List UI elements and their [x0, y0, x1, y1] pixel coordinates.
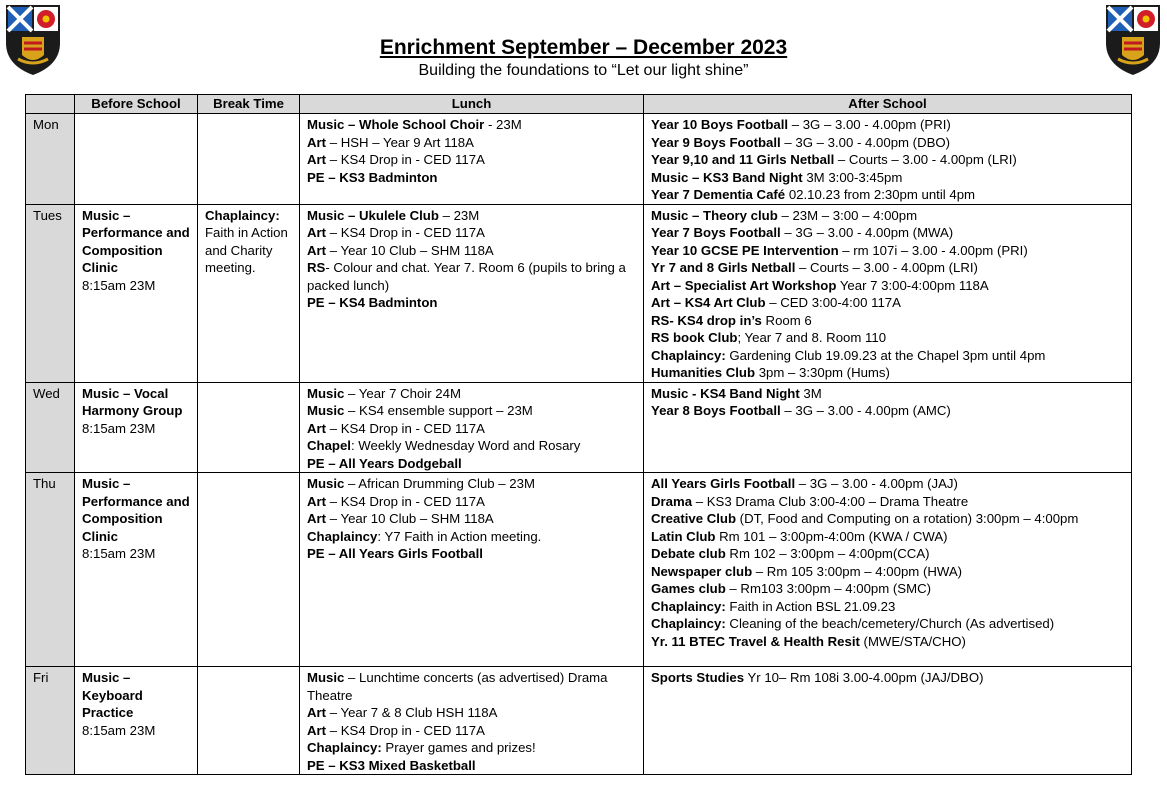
- activity-details: – Lunchtime concerts (as advertised) Drama Theatre: [307, 670, 608, 703]
- activity-entry: [651, 169, 1125, 187]
- activity-entry: [307, 475, 637, 493]
- activity-details: 3pm – 3:30pm (Hums): [755, 365, 890, 380]
- title-block: [0, 35, 1167, 81]
- activity-name: Chaplaincy: [307, 528, 378, 544]
- activity-name: Year 9,10 and 11 Girls Netball: [651, 152, 835, 167]
- activity-name: Creative Club: [651, 511, 737, 526]
- activity-entry: [307, 385, 637, 403]
- break-time-cell: [198, 473, 300, 667]
- activity-name: Drama: [651, 493, 693, 509]
- activity-entry: [82, 385, 191, 420]
- activity-details: – Year 7 Choir 24M: [344, 385, 461, 401]
- activity-details: Gardening Club 19.09.23 at the Chapel 3pm until 4pm: [725, 347, 1046, 363]
- activity-entry: [307, 493, 637, 511]
- activity-entry: [651, 510, 1125, 528]
- activity-name: Art: [307, 722, 327, 738]
- before-school-cell: [75, 667, 198, 775]
- activity-details: 3M: [799, 385, 822, 401]
- enrichment-timetable: [25, 94, 1132, 775]
- activity-name: PE – KS4 Badminton: [307, 295, 438, 310]
- activity-name: PE – All Years Girls Football: [307, 546, 483, 561]
- activity-name: Art: [307, 511, 327, 526]
- activity-details: – Rm103 3:00pm – 4:00pm (SMC): [725, 581, 931, 596]
- activity-name: Chaplaincy:: [651, 598, 726, 614]
- activity-name: Music – Theory club: [651, 207, 778, 223]
- after-school-cell: [644, 204, 1132, 382]
- activity-name: Art: [307, 420, 327, 436]
- activity-entry: [307, 207, 637, 225]
- activity-details: – KS4 Drop in - CED 117A: [326, 152, 485, 167]
- column-header-lunch: Lunch: [300, 95, 644, 114]
- activity-details: Rm 101 – 3:00pm-4:00m (KWA / CWA): [715, 528, 948, 544]
- activity-details: – Year 7 & 8 Club HSH 118A: [326, 705, 498, 720]
- activity-details: – Rm 105 3:00pm – 4:00pm (HWA): [752, 563, 963, 579]
- activity-details: – 23M – 3:00 – 4:00pm: [777, 207, 918, 223]
- activity-details: – KS4 Drop in - CED 117A: [326, 420, 485, 436]
- activity-name: RS- KS4 drop in’s: [651, 312, 762, 328]
- activity-name: Music – Vocal Harmony Group: [82, 385, 183, 418]
- activity-details: 02.10.23 from 2:30pm until 4pm: [785, 187, 976, 202]
- activity-name: PE – All Years Dodgeball: [307, 455, 462, 471]
- activity-entry: [651, 224, 1125, 242]
- activity-name: Debate club: [651, 546, 726, 561]
- activity-name: Art: [307, 705, 327, 720]
- table-row: [26, 114, 1132, 205]
- activity-entry: [82, 722, 191, 740]
- activity-details: – 23M: [438, 207, 480, 223]
- activity-entry: [82, 545, 191, 563]
- activity-entry: [651, 116, 1125, 134]
- activity-entry: [651, 580, 1125, 598]
- activity-details: – 3G – 3.00 - 4.00pm (PRI): [788, 117, 951, 132]
- activity-name: Art – Specialist Art Workshop: [651, 277, 837, 293]
- activity-name: Art: [307, 242, 327, 258]
- activity-entry: [651, 364, 1125, 382]
- activity-details: – KS4 Drop in - CED 117A: [326, 225, 485, 240]
- after-school-cell: [644, 114, 1132, 205]
- activity-entry: [651, 669, 1125, 687]
- day-label: Mon: [26, 114, 75, 205]
- table-row: [26, 667, 1132, 775]
- activity-entry: [651, 207, 1125, 225]
- activity-name: All Years Girls Football: [651, 476, 796, 491]
- activity-entry: [651, 151, 1125, 169]
- activity-details: Room 6: [761, 312, 812, 328]
- activity-name: Music – Whole School Choir: [307, 117, 485, 132]
- activity-entry: [651, 385, 1125, 403]
- activity-entry: [307, 739, 637, 757]
- activity-name: Year 7 Dementia Café: [651, 187, 786, 202]
- activity-name: Chaplaincy:: [651, 616, 726, 631]
- column-header-before-school: Before School: [75, 95, 198, 114]
- activity-name: Chaplaincy:: [307, 740, 382, 755]
- activity-details: (DT, Food and Computing on a rotation) 3:00pm – 4:00pm: [736, 511, 1079, 526]
- activity-details: Prayer games and prizes!: [381, 740, 536, 755]
- day-label: Thu: [26, 473, 75, 667]
- activity-entry: [307, 294, 637, 312]
- lunch-cell: [300, 114, 644, 205]
- activity-name: Music - KS4 Band Night: [651, 385, 800, 401]
- activity-name: RS book Club: [651, 330, 738, 345]
- activity-name: Humanities Club: [651, 365, 756, 380]
- activity-entry: [307, 116, 637, 134]
- activity-entry: [651, 615, 1125, 633]
- column-header-day: [26, 95, 75, 114]
- activity-entry: [651, 633, 1125, 651]
- activity-name: Art: [307, 493, 327, 509]
- activity-details: ; Year 7 and 8. Room 110: [737, 330, 887, 345]
- activity-entry: [651, 259, 1125, 277]
- activity-name: Games club: [651, 581, 726, 596]
- activity-details: : Y7 Faith in Action meeting.: [377, 528, 542, 544]
- activity-details: – Year 10 Club – SHM 118A: [326, 242, 494, 258]
- table-row: [26, 382, 1132, 473]
- before-school-cell: [75, 382, 198, 473]
- activity-details: - 23M: [484, 117, 522, 132]
- activity-entry: [82, 475, 191, 545]
- activity-entry: [651, 312, 1125, 330]
- activity-entry: [651, 277, 1125, 295]
- activity-details: – African Drumming Club – 23M: [344, 476, 535, 491]
- after-school-cell: [644, 382, 1132, 473]
- activity-name: Music – KS3 Band Night: [651, 169, 803, 185]
- activity-entry: [307, 545, 637, 563]
- activity-name: Yr 7 and 8 Girls Netball: [651, 260, 796, 275]
- page-title: Enrichment September – December 2023: [379, 36, 788, 59]
- activity-name: Yr. 11 BTEC Travel & Health Resit: [651, 633, 860, 649]
- activity-name: Music: [307, 385, 345, 401]
- activity-details: 8:15am 23M: [82, 420, 156, 436]
- activity-name: Year 10 GCSE PE Intervention: [651, 242, 839, 258]
- activity-entry: [307, 169, 637, 187]
- activity-name: Chaplaincy:: [205, 207, 280, 223]
- activity-details: – CED 3:00-4:00 117A: [765, 295, 901, 310]
- activity-name: Sports Studies: [651, 670, 745, 685]
- activity-details: 8:15am 23M: [82, 277, 156, 293]
- activity-entry: [307, 402, 637, 420]
- activity-details: – rm 107i – 3.00 - 4.00pm (PRI): [838, 242, 1028, 258]
- column-header-break-time: Break Time: [198, 95, 300, 114]
- activity-details: – KS3 Drama Club 3:00-4:00 – Drama Theatre: [692, 493, 969, 509]
- activity-name: Year 7 Boys Football: [651, 225, 781, 240]
- activity-details: 8:15am 23M: [82, 546, 156, 561]
- activity-name: Music: [307, 403, 345, 418]
- activity-details: : Weekly Wednesday Word and Rosary: [350, 438, 581, 453]
- activity-name: Art: [307, 134, 327, 150]
- activity-entry: [82, 207, 191, 277]
- activity-details: – HSH – Year 9 Art 118A: [326, 134, 474, 150]
- activity-entry: [307, 259, 637, 294]
- lunch-cell: [300, 204, 644, 382]
- activity-entry: [307, 757, 637, 775]
- activity-entry: [307, 704, 637, 722]
- activity-entry: [651, 347, 1125, 365]
- activity-entry: [651, 294, 1125, 312]
- activity-entry: [307, 528, 637, 546]
- day-label: Wed: [26, 382, 75, 473]
- activity-entry: [307, 455, 637, 473]
- before-school-cell: [75, 114, 198, 205]
- activity-details: – KS4 Drop in - CED 117A: [326, 722, 485, 738]
- activity-entry: [307, 134, 637, 152]
- activity-entry: [205, 207, 293, 277]
- timetable-body: [26, 114, 1132, 775]
- break-time-cell: [198, 204, 300, 382]
- activity-entry: [651, 186, 1125, 204]
- activity-name: Music – Keyboard Practice: [82, 670, 143, 720]
- activity-details: – 3G – 3.00 - 4.00pm (JAJ): [795, 476, 958, 491]
- before-school-cell: [75, 204, 198, 382]
- activity-details: Year 7 3:00-4:00pm 118A: [836, 277, 989, 293]
- activity-details: – Courts – 3.00 - 4.00pm (LRI): [834, 152, 1017, 167]
- activity-name: Music – Performance and Composition Clinic: [82, 476, 190, 544]
- activity-details: Faith in Action and Charity meeting.: [205, 225, 288, 275]
- lunch-cell: [300, 667, 644, 775]
- activity-details: – 3G – 3.00 - 4.00pm (AMC): [780, 403, 951, 418]
- activity-entry: [82, 669, 191, 722]
- after-school-cell: [644, 473, 1132, 667]
- activity-entry: [307, 224, 637, 242]
- activity-name: Year 8 Boys Football: [651, 403, 781, 418]
- activity-name: Music – Performance and Composition Clinic: [82, 207, 190, 275]
- activity-entry: [307, 242, 637, 260]
- page-subtitle: Building the foundations to “Let our light shine”: [418, 62, 749, 79]
- break-time-cell: [198, 667, 300, 775]
- activity-name: Latin Club: [651, 528, 716, 544]
- activity-name: Music: [307, 670, 345, 685]
- activity-name: Chaplaincy:: [651, 347, 726, 363]
- activity-details: – 3G – 3.00 - 4.00pm (MWA): [780, 225, 954, 240]
- after-school-cell: [644, 667, 1132, 775]
- break-time-cell: [198, 114, 300, 205]
- activity-entry: [307, 669, 637, 704]
- activity-name: Chapel: [307, 438, 351, 453]
- table-row: [26, 204, 1132, 382]
- activity-name: RS: [307, 260, 326, 275]
- activity-entry: [307, 722, 637, 740]
- activity-name: Art: [307, 152, 327, 167]
- activity-name: Art: [307, 225, 327, 240]
- activity-details: 3M 3:00-3:45pm: [802, 169, 903, 185]
- activity-entry: [651, 528, 1125, 546]
- activity-entry: [651, 329, 1125, 347]
- activity-name: Year 9 Boys Football: [651, 134, 781, 150]
- header-row: [26, 95, 1132, 114]
- activity-details: Yr 10– Rm 108i 3.00-4.00pm (JAJ/DBO): [744, 670, 984, 685]
- activity-entry: [651, 475, 1125, 493]
- day-label: Tues: [26, 204, 75, 382]
- day-label: Fri: [26, 667, 75, 775]
- activity-name: PE – KS3 Badminton: [307, 169, 438, 185]
- lunch-cell: [300, 473, 644, 667]
- activity-details: Rm 102 – 3:00pm – 4:00pm(CCA): [725, 546, 930, 561]
- activity-entry: [651, 493, 1125, 511]
- activity-details: – 3G – 3.00 - 4.00pm (DBO): [780, 134, 951, 150]
- activity-entry: [651, 545, 1125, 563]
- before-school-cell: [75, 473, 198, 667]
- activity-details: (MWE/STA/CHO): [859, 633, 966, 649]
- activity-name: Music – Ukulele Club: [307, 207, 439, 223]
- activity-details: – KS4 ensemble support – 23M: [344, 403, 533, 418]
- activity-name: Newspaper club: [651, 563, 753, 579]
- activity-details: Faith in Action BSL 21.09.23: [725, 598, 896, 614]
- activity-entry: [307, 151, 637, 169]
- activity-entry: [651, 563, 1125, 581]
- break-time-cell: [198, 382, 300, 473]
- activity-details: - Colour and chat. Year 7. Room 6 (pupils to bring a packed lunch): [307, 260, 626, 293]
- activity-name: Art – KS4 Art Club: [651, 295, 766, 310]
- column-header-after-school: After School: [644, 95, 1132, 114]
- activity-entry: [307, 510, 637, 528]
- activity-entry: [651, 402, 1125, 420]
- activity-details: Cleaning of the beach/cemetery/Church (As advertised): [725, 616, 1055, 631]
- table-row: [26, 473, 1132, 667]
- activity-details: – Courts – 3.00 - 4.00pm (LRI): [795, 260, 978, 275]
- activity-entry: [307, 420, 637, 438]
- activity-entry: [651, 242, 1125, 260]
- activity-entry: [651, 598, 1125, 616]
- activity-details: – Year 10 Club – SHM 118A: [326, 511, 494, 526]
- activity-details: 8:15am 23M: [82, 722, 156, 738]
- activity-details: – KS4 Drop in - CED 117A: [326, 493, 485, 509]
- lunch-cell: [300, 382, 644, 473]
- activity-entry: [651, 134, 1125, 152]
- activity-entry: [82, 277, 191, 295]
- activity-name: Year 10 Boys Football: [651, 117, 789, 132]
- activity-entry: [307, 437, 637, 455]
- activity-entry: [82, 420, 191, 438]
- activity-name: Music: [307, 476, 345, 491]
- activity-name: PE – KS3 Mixed Basketball: [307, 757, 476, 773]
